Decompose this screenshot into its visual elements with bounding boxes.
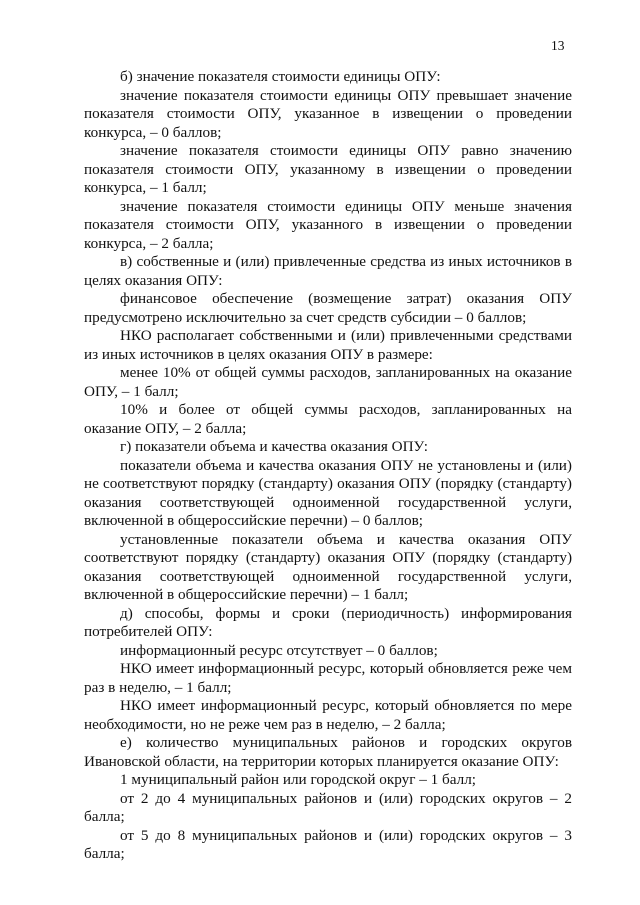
paragraph: от 5 до 8 муниципальных районов и (или) городских округов – 3 балла; xyxy=(84,826,572,862)
paragraph: финансовое обеспечение (возмещение затрат) оказания ОПУ предусмотрено исключительно за счет средств субсидии – 0 баллов; xyxy=(84,290,572,326)
paragraph: в) собственные и (или) привлеченные средства из иных источников в целях оказания ОПУ: xyxy=(84,253,572,289)
paragraph: от 2 до 4 муниципальных районов и (или) городских округов – 2 балла; xyxy=(84,789,572,825)
paragraph: информационный ресурс отсутствует – 0 баллов; xyxy=(120,641,438,659)
paragraph: 10% и более от общей суммы расходов, запланированных на оказание ОПУ, – 2 балла; xyxy=(84,401,572,437)
page-number: 13 xyxy=(551,38,565,53)
paragraph: НКО имеет информационный ресурс, который обновляется реже чем раз в неделю, – 1 балл; xyxy=(84,660,572,696)
paragraph: 1 муниципальный район или городской округ – 1 балл; xyxy=(120,771,477,788)
paragraph: б) значение показателя стоимости единицы ОПУ: xyxy=(120,68,441,85)
paragraph: значение показателя стоимости единицы ОПУ превышает значение показателя стоимости ОПУ, указанное в извещении о проведении конкурса, – 0 баллов; xyxy=(84,86,572,141)
document-body xyxy=(84,68,572,864)
paragraph: показатели объема и качества оказания ОПУ не установлены и (или) не соответствуют порядку (стандарту) оказания ОПУ (порядку (стандарту) оказания соответствующей одноименной государственной услуги, включенной в общероссийские перечни) – 0 баллов; xyxy=(84,456,572,529)
paragraph: НКО располагает собственными и (или) привлеченными средствами из иных источников в целях оказания ОПУ в размере: xyxy=(84,327,572,363)
paragraph: значение показателя стоимости единицы ОПУ меньше значения показателя стоимости ОПУ, указанного в извещении о проведении конкурса, – 2 балла; xyxy=(84,197,572,252)
paragraph: е) количество муниципальных районов и городских округов Ивановской области, на территории которых планируется оказание ОПУ: xyxy=(84,734,572,770)
paragraph: НКО имеет информационный ресурс, который обновляется по мере необходимости, но не реже чем раз в неделю, – 2 балла; xyxy=(84,697,572,733)
paragraph: г) показатели объема и качества оказания ОПУ: xyxy=(120,438,428,455)
paragraph: менее 10% от общей суммы расходов, запланированных на оказание ОПУ, – 1 балл; xyxy=(84,364,572,400)
paragraph: значение показателя стоимости единицы ОПУ равно значению показателя стоимости ОПУ, указанному в извещении о проведении конкурса, – 1 балл; xyxy=(84,142,572,196)
paragraph: установленные показатели объема и качества оказания ОПУ соответствуют порядку (стандарту) оказания ОПУ (порядку (стандарту) оказания соответствующей одноименной государственной услуги, включенной в общероссийские перечни) – 1 балл; xyxy=(84,530,572,603)
paragraph: д) способы, формы и сроки (периодичность) информирования потребителей ОПУ: xyxy=(84,604,572,640)
